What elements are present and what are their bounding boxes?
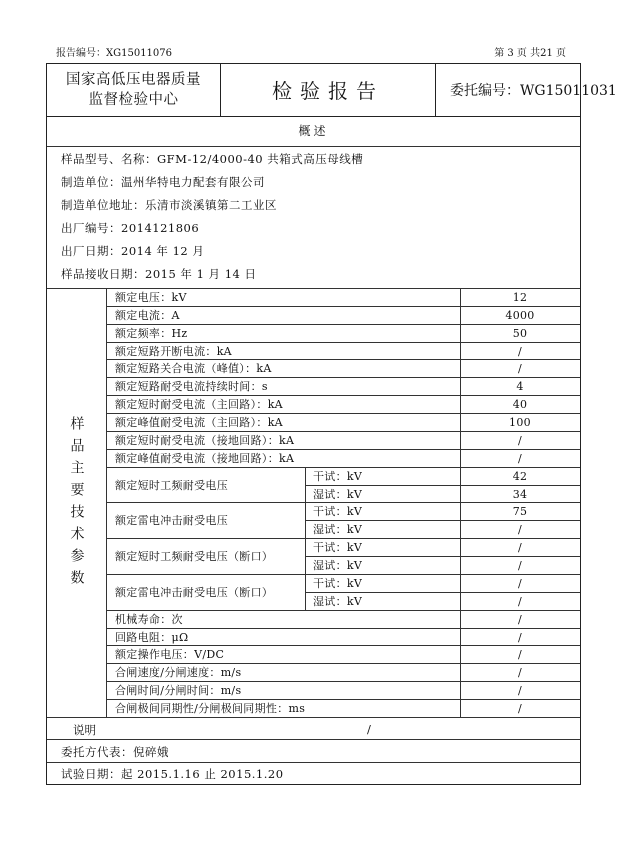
- param-value: /: [460, 557, 580, 575]
- grid-divider: [305, 539, 306, 575]
- param-sub-label: 湿试：kV: [305, 521, 460, 539]
- test-date: 试验日期：起 2015.1.16 止 2015.1.20: [61, 767, 284, 781]
- param-label: 合闸极间同期性/分闸极间同期性：ms: [115, 702, 306, 715]
- grid-divider: [460, 432, 461, 450]
- param-value: /: [460, 432, 580, 450]
- param-value: /: [460, 360, 580, 378]
- param-label: 额定操作电压：V/DC: [107, 646, 460, 664]
- info-serial: 出厂编号：2014121806: [61, 221, 200, 235]
- param-value: 40: [460, 396, 580, 414]
- client-rep: 委托方代表：倪碎娥: [47, 741, 580, 763]
- grid-divider: [305, 575, 306, 611]
- param-value: /: [460, 593, 580, 611]
- grid-divider: [460, 503, 461, 539]
- param-value: /: [517, 702, 522, 715]
- side-label: [47, 289, 107, 718]
- param-value: 34: [460, 486, 580, 504]
- param-value: /: [460, 521, 580, 539]
- param-label: 额定短时工频耐受电压: [107, 468, 305, 504]
- org-name: [47, 64, 221, 116]
- commission-label: 委托编号：: [450, 83, 520, 99]
- grid-divider: [460, 396, 461, 414]
- grid-divider: [460, 360, 461, 378]
- note-row: [47, 717, 580, 740]
- param-label: 额定峰值耐受电流（接地回路）：kA: [107, 450, 460, 468]
- note-label: 说明: [73, 723, 96, 737]
- grid-divider: [460, 468, 461, 504]
- grid-divider: [460, 629, 461, 647]
- info-model: 样品型号、名称：GFM-12/4000-40 共箱式高压母线槽: [61, 152, 364, 166]
- param-label: 机械寿命：次: [107, 611, 460, 629]
- grid-divider: [460, 343, 461, 361]
- param-sub-label: 湿试：kV: [305, 557, 460, 575]
- grid-divider: [460, 682, 461, 700]
- param-value: /: [460, 575, 580, 593]
- param-label: 额定峰值耐受电流（主回路）：kA: [107, 414, 460, 432]
- param-value: /: [460, 682, 580, 700]
- report-number: 报告编号：XG15011076: [56, 48, 173, 59]
- param-sub-label: 湿试：kV: [305, 486, 460, 504]
- summary-heading: 概述: [47, 117, 580, 147]
- param-sub-label: 干试：kV: [305, 539, 460, 557]
- param-value: /: [460, 450, 580, 468]
- param-label: 额定电流：A: [107, 307, 460, 325]
- org-name-text: 国家高低压电器质量 监督检验中心: [66, 72, 201, 108]
- param-value: 4000: [460, 307, 580, 325]
- param-sub-label: 湿试：kV: [305, 593, 460, 611]
- grid-divider: [460, 539, 461, 575]
- param-value: 12: [460, 289, 580, 307]
- param-value: 4: [460, 378, 580, 396]
- param-value: 42: [460, 468, 580, 486]
- param-value: /: [460, 664, 580, 682]
- info-mfg-date: 出厂日期：2014 年 12 月: [61, 244, 205, 258]
- info-address: 制造单位地址：乐清市淡溪镇第二工业区: [61, 198, 277, 212]
- grid-divider: [460, 664, 461, 682]
- param-label: 额定雷电冲击耐受电压（断口）: [107, 575, 305, 611]
- param-label: 额定短时耐受电流（主回路）：kA: [107, 396, 460, 414]
- spec-grid: [47, 288, 580, 718]
- param-value: /: [460, 611, 580, 629]
- param-value: 75: [460, 503, 580, 521]
- param-label: 额定雷电冲击耐受电压: [107, 503, 305, 539]
- param-label: 额定短时耐受电流（接地回路）：kA: [107, 432, 460, 450]
- param-label: 额定频率：Hz: [107, 325, 460, 343]
- param-sub-label: 干试：kV: [305, 468, 460, 486]
- note-value: /: [367, 722, 371, 736]
- param-value: /: [460, 646, 580, 664]
- param-label: 额定短路开断电流：kA: [107, 343, 460, 361]
- grid-divider: [460, 575, 461, 611]
- page-number: 第 3 页 共21 页: [494, 48, 566, 59]
- grid-divider: [460, 307, 461, 325]
- summary-table: [46, 117, 581, 785]
- param-label: 合闸时间/分闸时间：m/s: [107, 682, 460, 700]
- param-value: 50: [460, 325, 580, 343]
- param-value: /: [460, 539, 580, 557]
- commission-number: [436, 64, 617, 116]
- commission-value: WG15011031: [520, 83, 617, 99]
- report-header: [46, 63, 617, 117]
- param-value: /: [460, 629, 580, 647]
- param-label: 额定短路关合电流（峰值）：kA: [107, 360, 460, 378]
- info-manufacturer: 制造单位：温州华特电力配套有限公司: [61, 175, 265, 189]
- grid-divider: [460, 378, 461, 396]
- grid-divider: [460, 325, 461, 343]
- param-sub-label: 干试：kV: [305, 575, 460, 593]
- grid-divider: [305, 503, 306, 539]
- grid-divider: [460, 700, 461, 718]
- param-value: /: [460, 343, 580, 361]
- param-label: 额定短路耐受电流持续时间：s: [107, 378, 460, 396]
- grid-divider: [460, 414, 461, 432]
- grid-divider: [305, 468, 306, 504]
- grid-divider: [460, 450, 461, 468]
- param-label: 额定短时工频耐受电压（断口）: [107, 539, 305, 575]
- grid-divider: [460, 289, 461, 307]
- param-value: 100: [460, 414, 580, 432]
- param-label: 回路电阻：μΩ: [107, 629, 460, 647]
- param-sub-label: 干试：kV: [305, 503, 460, 521]
- grid-divider: [460, 611, 461, 629]
- grid-divider: [460, 646, 461, 664]
- info-received-date: 样品接收日期：2015 年 1 月 14 日: [61, 267, 257, 281]
- param-label: 额定电压：kV: [107, 289, 460, 307]
- report-title: 检验报告: [221, 64, 436, 116]
- side-label-text: 样品主要技术参数: [68, 415, 85, 592]
- param-label: 合闸速度/分闸速度：m/s: [107, 664, 460, 682]
